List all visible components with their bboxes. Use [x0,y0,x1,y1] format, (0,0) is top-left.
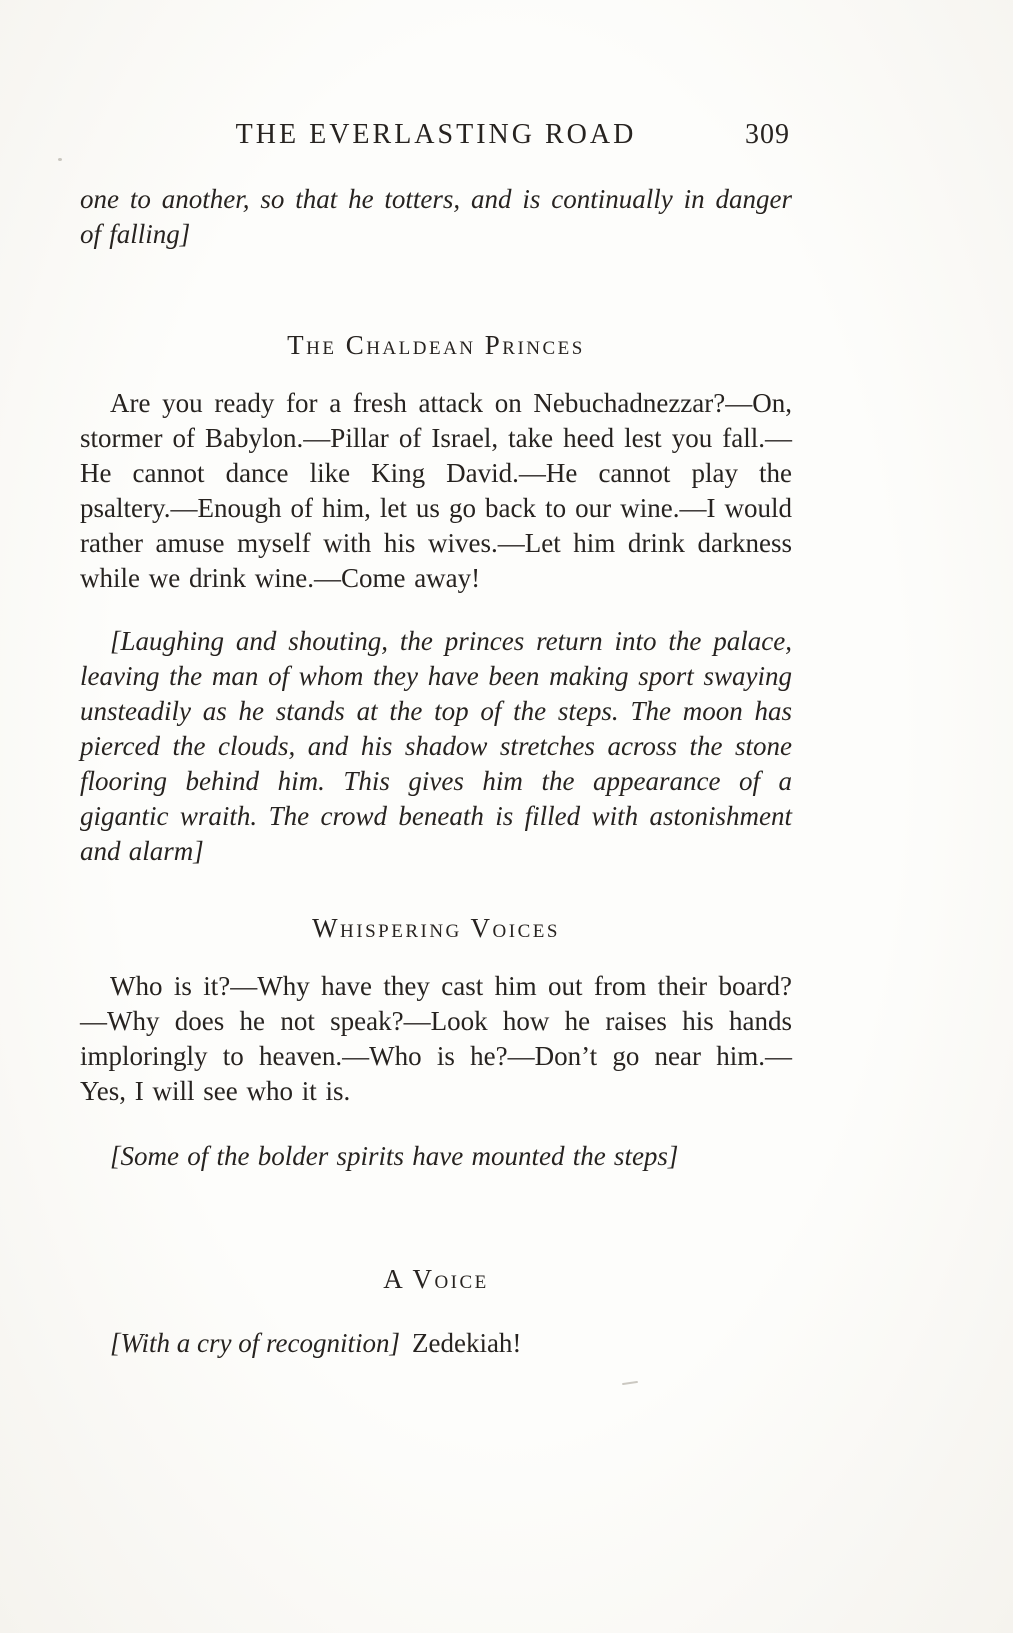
continuation-stage-direction: one to another, so that he totters, and is continually in danger of falling] [80,184,792,249]
page-header [80,118,792,152]
inline-stage-direction: [With a cry of recognition] [110,1328,400,1358]
scan-artifact-mark [622,1381,638,1385]
speaker-heading-a-voice: A Voice [383,1264,489,1294]
page-content [80,118,792,1361]
speaker-heading-chaldean-princes: The Chaldean Princes [287,330,585,360]
stage-direction-princes-return: [Laughing and shouting, the princes return into the palace, leaving the man of whom they have been making sport swaying unsteadily as he stands at the top of the steps. The moon has pierced the clouds, and his shadow stretches across the stone flooring behind him. This gives him the appearance of a gigantic wraith. The crowd beneath is filled with astonishment and alarm] [80,626,792,866]
page-number: 309 [745,119,790,150]
speech-whispering-voices: Who is it?—Why have they cast him out from their board?—Why does he not speak?—Look how he raises his hands imploringly to heaven.—Who is he?—Don’t go near him.—Yes, I will see who it is. [80,971,792,1106]
speech-chaldean-princes: Are you ready for a fresh attack on Nebuchadnezzar?—On, stormer of Babylon.—Pillar of Israel, take heed lest you fall.—He cannot dance like King David.—He cannot play the psaltery.—Enough of him, let us go back to our wine.—I would rather amuse myself with his wives.—Let him drink darkness while we drink wine.—Come away! [80,388,792,593]
scan-artifact-dot [58,158,62,161]
voice-line [80,1326,792,1361]
speaker-heading-whispering-voices: Whispering Voices [312,913,560,943]
stage-direction-bolder-spirits: [Some of the bolder spirits have mounted the steps] [110,1141,679,1171]
page-title: THE EVERLASTING ROAD [235,119,637,150]
voice-speech: Zedekiah! [411,1328,522,1358]
